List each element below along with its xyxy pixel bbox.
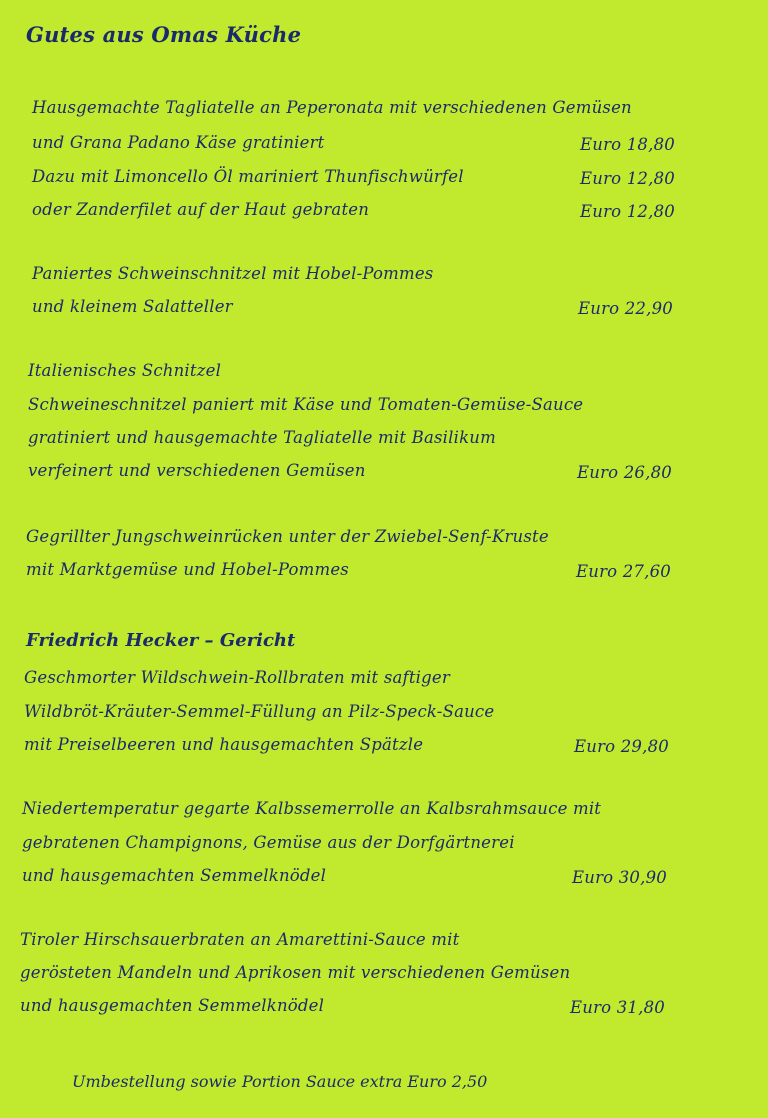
dish-3-line-4: verfeinert und verschiedenen Gemüsen bbox=[28, 461, 366, 480]
dish-3-line-1: Italienisches Schnitzel bbox=[28, 361, 222, 380]
section-dish-2-price: Euro 30,90 bbox=[572, 868, 667, 887]
section-dish-1-line-1: Geschmorter Wildschwein-Rollbraten mit saftiger bbox=[24, 668, 450, 687]
section-dish-3-line-3: und hausgemachten Semmelknödel bbox=[20, 996, 325, 1015]
dish-1-line-2: und Grana Padano Käse gratiniert bbox=[32, 133, 325, 152]
section-dish-2-line-2: gebratenen Champignons, Gemüse aus der Dorfgärtnerei bbox=[22, 833, 515, 852]
dish-1-line-3: Dazu mit Limoncello Öl mariniert Thunfischwürfel bbox=[32, 167, 464, 186]
section-dish-3-line-2: gerösteten Mandeln und Aprikosen mit verschiedenen Gemüsen bbox=[20, 963, 571, 982]
section-dish-1-price: Euro 29,80 bbox=[574, 737, 669, 756]
dish-4-price: Euro 27,60 bbox=[576, 562, 671, 581]
dish-2-line-2: und kleinem Salatteller bbox=[32, 297, 233, 316]
section-dish-1-line-3: mit Preiselbeeren und hausgemachten Spätzle bbox=[24, 735, 424, 754]
dish-2-line-1: Paniertes Schweinschnitzel mit Hobel-Pommes bbox=[32, 264, 434, 283]
dish-3-price: Euro 26,80 bbox=[577, 463, 672, 482]
dish-1-price-1: Euro 18,80 bbox=[580, 135, 675, 154]
footer-note: Umbestellung sowie Portion Sauce extra Euro 2,50 bbox=[72, 1072, 488, 1091]
dish-1-line-4: oder Zanderfilet auf der Haut gebraten bbox=[32, 200, 370, 219]
dish-3-line-2: Schweineschnitzel paniert mit Käse und Tomaten-Gemüse-Sauce bbox=[28, 395, 584, 414]
section-dish-3-price: Euro 31,80 bbox=[570, 998, 665, 1017]
section-dish-2-line-3: und hausgemachten Semmelknödel bbox=[22, 866, 327, 885]
section-dish-1-line-2: Wildbröt-Kräuter-Semmel-Füllung an Pilz-Speck-Sauce bbox=[24, 702, 495, 721]
dish-1-line-1: Hausgemachte Tagliatelle an Peperonata mit verschiedenen Gemüsen bbox=[32, 98, 632, 117]
section-dish-2-line-1: Niedertemperatur gegarte Kalbssemerrolle an Kalbsrahmsauce mit bbox=[22, 799, 602, 818]
menu-title: Gutes aus Omas Küche bbox=[26, 22, 302, 47]
dish-1-price-2: Euro 12,80 bbox=[580, 169, 675, 188]
dish-1-price-3: Euro 12,80 bbox=[580, 202, 675, 221]
dish-4-line-1: Gegrillter Jungschweinrücken unter der Zwiebel-Senf-Kruste bbox=[26, 527, 549, 546]
section-heading: Friedrich Hecker – Gericht bbox=[26, 630, 296, 651]
dish-2-price: Euro 22,90 bbox=[578, 299, 673, 318]
section-dish-3-line-1: Tiroler Hirschsauerbraten an Amarettini-Sauce mit bbox=[20, 930, 460, 949]
dish-3-line-3: gratiniert und hausgemachte Tagliatelle mit Basilikum bbox=[28, 428, 496, 447]
dish-4-line-2: mit Marktgemüse und Hobel-Pommes bbox=[26, 560, 349, 579]
